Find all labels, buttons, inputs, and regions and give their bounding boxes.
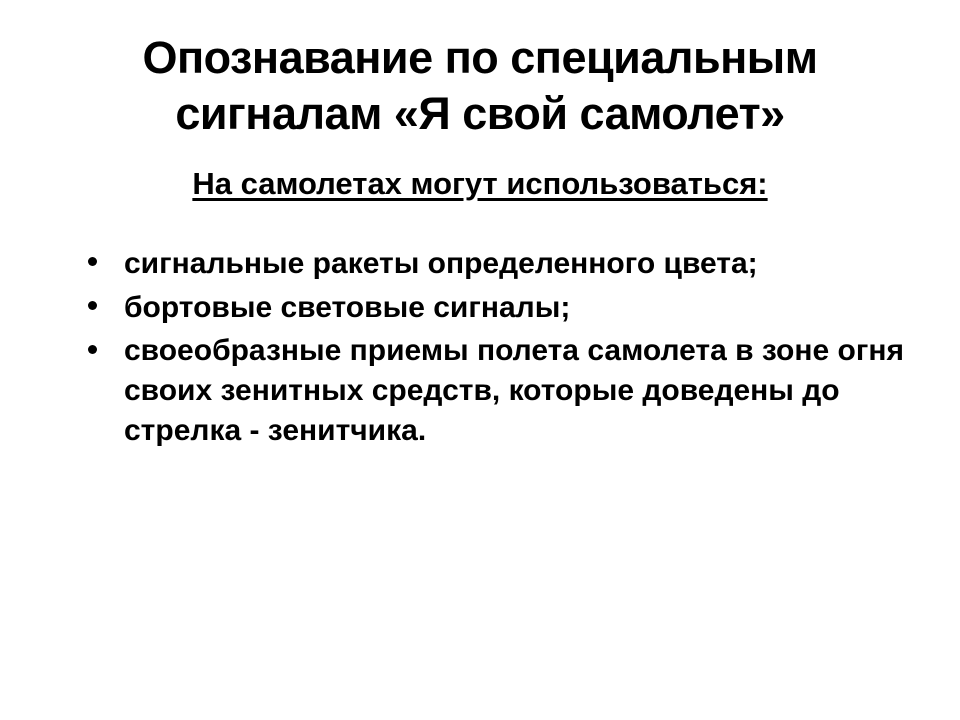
bullet-dot-icon <box>88 257 97 266</box>
list-item-text: сигнальные ракеты определенного цвета; <box>124 246 758 280</box>
subtitle-container <box>40 165 920 202</box>
list-item-text: своеобразные приемы полета самолета в зоне огня своих зенитных средств, которые доведены до стрелка - зенитчика. <box>124 334 904 448</box>
slide-subtitle: На самолетах могут использоваться: <box>192 165 768 201</box>
bullet-dot-icon <box>88 301 97 310</box>
list-item-text: бортовые световые сигналы; <box>124 290 571 324</box>
list-item <box>82 288 920 328</box>
bullet-list <box>40 244 920 451</box>
list-item <box>82 244 920 284</box>
list-item <box>82 331 920 451</box>
bullet-dot-icon <box>88 345 97 354</box>
page-title: Опознавание по специальным сигналам «Я свой самолет» <box>142 32 818 140</box>
